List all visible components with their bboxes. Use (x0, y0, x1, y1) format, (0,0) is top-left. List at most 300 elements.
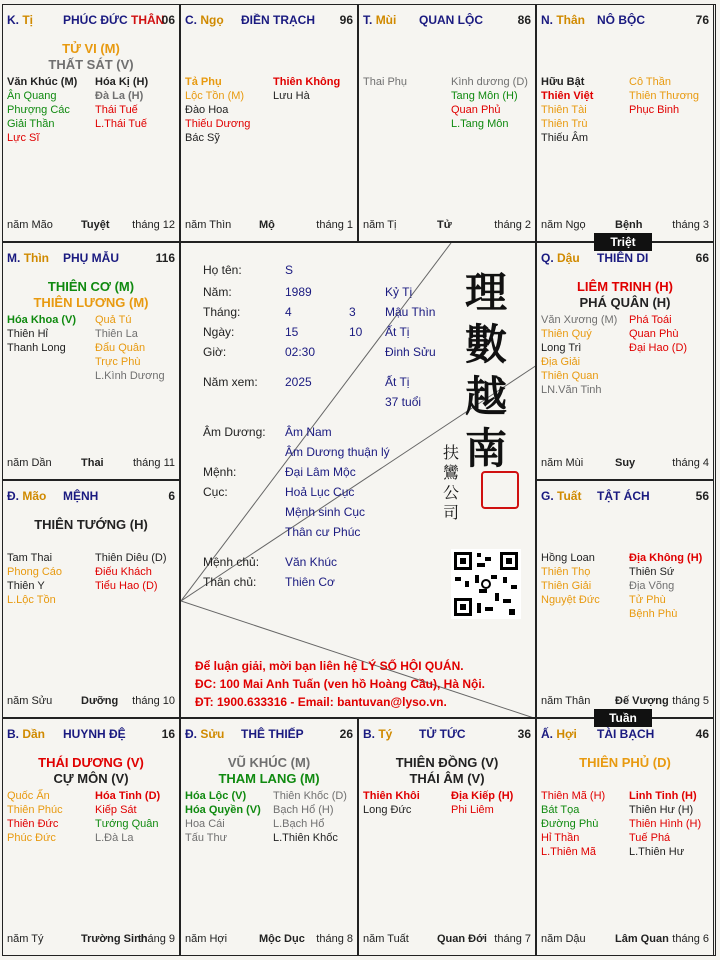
palace-can: Đ. (185, 727, 197, 741)
palace-year: năm Sửu (7, 695, 53, 707)
contact-phone-email[interactable]: ĐT: 1900.633316 - Email: bantuvan@lyso.vn. (195, 695, 447, 709)
hour-can: Đinh Sửu (385, 345, 436, 359)
palace-truong-sinh: Tử (437, 219, 452, 231)
palace-month: tháng 8 (316, 933, 353, 945)
star: Cô Thần (629, 76, 671, 88)
name-label: Họ tên: (203, 263, 242, 277)
thanchu-value: Thiên Cơ (285, 575, 335, 589)
palace-name: PHỤ MẪU (63, 251, 119, 265)
palace-number: 66 (695, 251, 709, 265)
palace-month: tháng 9 (138, 933, 175, 945)
palace-truong-sinh: Mộc Dục (259, 933, 305, 945)
main-star: THIÊN LƯƠNG (M) (33, 295, 149, 310)
palace-footer (541, 695, 709, 709)
left-stars (541, 551, 600, 607)
month-label: Tháng: (203, 305, 241, 319)
main-star: THIÊN CƠ (M) (47, 279, 135, 294)
palace-mui[interactable] (358, 4, 536, 242)
star: Hóa Tinh (D) (95, 790, 161, 802)
cuc-value: Hoả Lục Cục (285, 485, 355, 499)
palace-can: Ấ. (541, 727, 553, 741)
palace-name: THIÊN DI (597, 251, 649, 265)
left-stars (185, 789, 261, 845)
palace-truong-sinh: Tuyệt (81, 219, 110, 231)
left-stars (7, 789, 63, 845)
star: Tam Thai (7, 552, 53, 564)
star: Thiếu Âm (541, 132, 589, 144)
star: Tuế Phá (629, 832, 671, 844)
right-stars (95, 75, 148, 131)
palace-truong-sinh: Bệnh (615, 219, 643, 231)
right-stars (451, 789, 513, 817)
left-stars (541, 75, 593, 145)
day-can: Ất Tị (385, 325, 410, 339)
star: Đào Hoa (185, 104, 229, 116)
cuc-label: Cục: (203, 485, 228, 499)
hour-value: 02:30 (285, 345, 316, 359)
palace-can: B. (363, 727, 375, 741)
palace-name: MỆNH (63, 489, 99, 503)
palace-truong-sinh: Đế Vượng (615, 695, 669, 707)
star: Thiếu Dương (185, 118, 251, 130)
star: Quả Tú (95, 314, 132, 326)
palace-number: 26 (339, 727, 353, 741)
palace-header (7, 251, 175, 265)
star: Thiên Tài (541, 104, 587, 116)
palace-month: tháng 1 (316, 219, 353, 231)
palace-footer (541, 933, 709, 947)
palace-can: N. (541, 13, 553, 27)
star: Thiên Thương (629, 90, 700, 102)
star: Phá Toái (629, 314, 672, 326)
star: Văn Xương (M) (541, 314, 618, 326)
star: Ân Quang (7, 90, 57, 102)
calligraphy-char-2: 數 (465, 320, 508, 369)
star: Tử Phù (629, 594, 666, 606)
palace-dau[interactable] (536, 242, 714, 480)
palace-month: tháng 10 (132, 695, 175, 707)
menhchu-label: Mệnh chủ: (203, 555, 260, 569)
star: Đẩu Quân (95, 342, 146, 354)
star: L.Thái Tuế (95, 118, 147, 130)
palace-header (541, 13, 709, 27)
left-stars (7, 313, 76, 355)
star: LN.Văn Tinh (541, 384, 602, 396)
palace-footer (7, 695, 175, 709)
palace-number: 76 (695, 13, 709, 27)
calligraphy-char-4: 南 (465, 424, 508, 473)
palace-header (363, 13, 531, 27)
view-year-label: Năm xem: (203, 375, 258, 389)
palace-can: B. (7, 727, 19, 741)
palace-year: năm Tuất (363, 933, 409, 945)
palace-chi: Tuất (557, 489, 582, 503)
calligraphy-side (443, 443, 459, 523)
palace-number: 86 (517, 13, 531, 27)
star: Tướng Quân (95, 818, 159, 830)
star: Tấu Thư (185, 832, 228, 844)
palace-can: K. (7, 13, 19, 27)
star: L.Đà La (95, 832, 134, 844)
star: Phượng Các (7, 104, 70, 116)
star: Bệnh Phù (629, 608, 678, 620)
palace-name: NÔ BỘC (597, 13, 645, 27)
star: Hữu Bật (541, 76, 585, 88)
palace-header (541, 489, 709, 503)
star: Lực Sĩ (7, 132, 40, 144)
star: L.Bạch Hổ (273, 818, 325, 830)
palace-footer (185, 219, 353, 233)
palace-number: 56 (695, 489, 709, 503)
star: Văn Khúc (M) (7, 76, 78, 88)
right-stars (451, 75, 528, 131)
amduong-value: Âm Nam (285, 425, 332, 439)
palace-name: TÀI BẠCH (597, 727, 655, 741)
star: L.Kình Dương (95, 370, 165, 382)
palace-can: C. (185, 13, 197, 27)
right-stars (629, 551, 702, 621)
day-label: Ngày: (203, 325, 235, 339)
qr-code-icon[interactable] (451, 549, 521, 619)
star: Thiên Đức (7, 818, 59, 830)
palace-mao[interactable] (2, 480, 180, 718)
palace-than-marker: THÂN (131, 13, 165, 27)
calligraphy-side-3: 公 (443, 483, 460, 502)
star: L.Thiên Mã (541, 846, 597, 858)
main-star: THIÊN TƯỚNG (H) (34, 517, 148, 532)
star: Thiên Hỉ (7, 328, 48, 340)
star: Phong Cáo (7, 566, 63, 578)
star: Đại Hao (D) (629, 342, 688, 354)
cuc-value-3: Thân cư Phúc (285, 525, 361, 539)
palace-header (7, 13, 175, 27)
palace-month: tháng 3 (672, 219, 709, 231)
palace-month: tháng 11 (132, 457, 175, 469)
view-year-can: Ất Tị (385, 375, 410, 389)
amduong-label: Âm Dương: (203, 425, 266, 439)
palace-name: THÊ THIẾP (241, 727, 304, 741)
calligraphy (465, 267, 507, 475)
palace-name: ĐIỀN TRẠCH (241, 13, 315, 27)
palace-name: TỬ TỨC (419, 727, 466, 741)
star: Thiên Khốc (D) (273, 790, 347, 802)
star: Tả Phụ (185, 76, 222, 88)
contact-address: ĐC: 100 Mai Anh Tuấn (ven hồ Hoàng Cầu), Hà Nội. (195, 677, 486, 691)
palace-footer (363, 219, 531, 233)
star: Long Trì (541, 342, 582, 354)
star: Thiên Quý (541, 328, 592, 340)
left-stars (363, 75, 407, 89)
palace-chi: Dần (22, 727, 46, 741)
main-star: THÁI DƯƠNG (V) (38, 755, 144, 770)
day-lunar: 10 (349, 325, 363, 339)
left-stars (185, 75, 250, 145)
palace-footer (185, 933, 353, 947)
right-stars (95, 789, 160, 845)
palace-month: tháng 7 (494, 933, 531, 945)
palace-truong-sinh: Trường Sinh (81, 933, 148, 945)
star: Thiên Việt (541, 90, 594, 102)
star: Hồng Loan (541, 552, 595, 564)
menhchu-value: Văn Khúc (285, 555, 338, 569)
age-value: 37 tuổi (385, 395, 422, 409)
right-stars (629, 75, 699, 117)
star: Hóa Khoa (V) (7, 314, 77, 326)
star: Địa Không (H) (629, 552, 703, 564)
palace-footer (363, 933, 531, 947)
calligraphy-side-4: 司 (443, 503, 460, 522)
palace-chi: Mùi (375, 13, 397, 27)
palace-suu[interactable] (180, 718, 358, 956)
right-stars (629, 313, 687, 355)
palace-header (541, 727, 709, 741)
palace-header (541, 251, 709, 265)
palace-footer (7, 457, 175, 471)
star: L.Thiên Khốc (273, 832, 338, 844)
star: Long Đức (363, 804, 412, 816)
star: Địa Giải (541, 356, 581, 368)
palace-number: 6 (168, 489, 175, 503)
right-stars (95, 551, 167, 593)
star: Đường Phù (541, 818, 599, 830)
palace-can: T. (363, 13, 373, 27)
palace-year: năm Dậu (541, 933, 586, 945)
star: L.Thiên Hư (629, 846, 685, 858)
amduong-value-2: Âm Dương thuận lý (285, 445, 390, 459)
palace-chi: Dậu (557, 251, 580, 265)
palace-year: năm Tý (7, 933, 44, 945)
star: Thiên La (95, 328, 138, 340)
star: Quốc Ấn (7, 790, 50, 802)
star: Thiên Sứ (629, 566, 675, 578)
star: Quan Phủ (451, 104, 501, 116)
star: Linh Tinh (H) (629, 790, 697, 802)
palace-name: TẬT ÁCH (597, 489, 650, 503)
main-star: THẤT SÁT (V) (48, 57, 134, 72)
palace-can: Q. (541, 251, 554, 265)
palace-chi: Hợi (556, 727, 577, 741)
tuan-badge: Tuần (594, 709, 652, 727)
main-star: THAM LANG (M) (218, 771, 320, 786)
star: Hoa Cái (185, 818, 225, 830)
palace-header (7, 727, 175, 741)
palace-header (185, 13, 353, 27)
right-stars (629, 789, 701, 859)
right-stars (273, 75, 340, 103)
palace-header (7, 489, 175, 503)
calligraphy-side-1: 扶 (443, 443, 460, 462)
palace-truong-sinh: Lâm Quan (615, 933, 669, 945)
palace-chi: Thìn (23, 251, 50, 265)
contact-line-1: Để luận giải, mời bạn liên hệ LÝ SỐ HỘI QUÁN. (195, 659, 464, 673)
star: L.Lộc Tồn (7, 594, 56, 606)
month-lunar: 3 (349, 305, 356, 319)
main-star: VŨ KHÚC (M) (227, 755, 311, 770)
star: Phúc Đức (7, 832, 56, 844)
palace-can: Đ. (7, 489, 19, 503)
left-stars (7, 551, 62, 607)
star: Hỉ Thần (541, 832, 580, 844)
menh-label: Mệnh: (203, 465, 237, 479)
month-can: Mậu Thìn (385, 305, 436, 319)
palace-header (363, 727, 531, 741)
star: Hóa Kị (H) (95, 76, 149, 88)
view-year-value: 2025 (285, 375, 312, 389)
star: Hóa Quyền (V) (185, 804, 261, 816)
star: Giải Thần (7, 118, 55, 130)
triet-badge: Triệt (594, 233, 652, 251)
palace-month: tháng 4 (672, 457, 709, 469)
star: Địa Kiếp (H) (451, 790, 514, 802)
left-stars (541, 789, 605, 859)
star: Quan Phù (629, 328, 679, 340)
palace-ty[interactable] (358, 718, 536, 956)
star: Đà La (H) (95, 90, 144, 102)
main-star: THÁI ÂM (V) (409, 771, 485, 786)
palace-year: năm Thân (541, 695, 591, 707)
star: Lưu Hà (273, 90, 310, 102)
palace-year: năm Mão (7, 219, 53, 231)
palace-month: tháng 5 (672, 695, 709, 707)
star: Nguyệt Đức (541, 594, 600, 606)
star: Lộc Tồn (M) (185, 90, 245, 102)
palace-year: năm Mùi (541, 457, 584, 469)
menh-value: Đại Lâm Mộc (285, 465, 356, 479)
palace-number: 06 (161, 13, 175, 27)
palace-header (185, 727, 353, 741)
palace-footer (541, 219, 709, 233)
star: Thiên Y (7, 580, 45, 592)
palace-year: năm Ngọ (541, 219, 586, 231)
main-star: LIÊM TRINH (H) (576, 279, 674, 294)
star: Kình dương (D) (451, 76, 528, 88)
left-stars (541, 313, 617, 397)
star: Thiên Không (273, 76, 341, 88)
year-can: Kỷ Tị (385, 285, 413, 299)
palace-month: tháng 12 (132, 219, 175, 231)
right-stars (273, 789, 347, 845)
star: Hóa Lộc (V) (185, 790, 247, 802)
palace-chi: Mão (22, 489, 47, 503)
palace-footer (7, 933, 175, 947)
main-star: THIÊN PHỦ (D) (579, 755, 671, 770)
star: Thiên Mã (H) (541, 790, 606, 802)
palace-truong-sinh: Mộ (259, 219, 275, 231)
star: Bác Sỹ (185, 132, 220, 144)
palace-ngo[interactable] (180, 4, 358, 242)
palace-than[interactable] (536, 4, 714, 242)
palace-chi: Thân (556, 13, 586, 27)
palace-thin[interactable] (2, 242, 180, 480)
left-stars (363, 789, 420, 817)
star: Thai Phụ (363, 76, 408, 88)
star: Phi Liêm (451, 804, 494, 816)
palace-chi: Tý (378, 727, 393, 741)
left-stars (7, 75, 77, 145)
right-stars (95, 313, 165, 383)
palace-year: năm Dần (7, 457, 52, 469)
year-value: 1989 (285, 285, 312, 299)
star: Thiên Khôi (363, 790, 420, 802)
seal-stamp (481, 471, 519, 509)
star: Thiên Giải (541, 580, 592, 592)
main-star: PHÁ QUÂN (H) (579, 295, 671, 310)
year-label: Năm: (203, 285, 232, 299)
star: Phục Binh (629, 104, 680, 116)
star: Thanh Long (7, 342, 66, 354)
calligraphy-char-1: 理 (465, 268, 508, 317)
star: Bạch Hổ (H) (273, 804, 334, 816)
palace-can: G. (541, 489, 554, 503)
palace-name: QUAN LỘC (419, 13, 483, 27)
calligraphy-char-3: 越 (465, 372, 508, 421)
calligraphy-side-2: 鸞 (443, 463, 460, 482)
main-star: CỰ MÔN (V) (53, 771, 129, 786)
palace-year: năm Hợi (185, 933, 228, 945)
palace-truong-sinh: Dưỡng (81, 695, 119, 707)
cuc-value-2: Mệnh sinh Cục (285, 505, 366, 519)
palace-month: tháng 2 (494, 219, 531, 231)
palace-hoi[interactable] (536, 718, 714, 956)
palace-chi: Sửu (200, 727, 225, 741)
hour-label: Giờ: (203, 345, 227, 359)
palace-chi: Ngọ (200, 13, 224, 27)
star: Tiểu Hao (D) (95, 580, 158, 592)
palace-number: 96 (339, 13, 353, 27)
star: Thiên Phúc (7, 804, 63, 816)
star: Điếu Khách (95, 566, 152, 578)
palace-chi: Tị (22, 13, 34, 27)
main-star: THIÊN ĐỒNG (V) (395, 755, 499, 770)
palace-tuat[interactable] (536, 480, 714, 718)
star: Kiếp Sát (95, 804, 137, 816)
palace-truong-sinh: Suy (615, 457, 636, 469)
star: Thiên Hình (H) (629, 818, 702, 830)
palace-truong-sinh: Thai (81, 457, 104, 469)
star: Thiên Diêu (D) (95, 552, 167, 564)
main-star: TỬ VI (M) (62, 41, 120, 56)
star: L.Tang Môn (451, 118, 509, 130)
palace-number: 36 (517, 727, 531, 741)
palace-year: năm Thìn (185, 219, 232, 231)
palace-number: 116 (155, 251, 175, 265)
star: Bát Tọa (541, 804, 580, 816)
palace-name: PHÚC ĐỨC (63, 13, 128, 27)
thanchu-label: Thân chủ: (203, 575, 257, 589)
palace-can: M. (7, 251, 21, 265)
star: Tang Môn (H) (451, 90, 518, 102)
palace-year: năm Tị (363, 219, 397, 231)
palace-dan[interactable] (2, 718, 180, 956)
star: Thiên Trù (541, 118, 588, 130)
palace-footer (541, 457, 709, 471)
palace-ti[interactable] (2, 4, 180, 242)
center-info-panel (180, 242, 536, 718)
palace-name: HUYNH ĐỆ (63, 727, 126, 741)
star: Trực Phù (95, 356, 141, 368)
star: Thiên Quan (541, 370, 599, 382)
palace-truong-sinh: Quan Đới (437, 933, 487, 945)
day-solar: 15 (285, 325, 299, 339)
name-value: S (285, 263, 294, 277)
star: Thiên Hư (H) (629, 804, 694, 816)
month-solar: 4 (285, 305, 292, 319)
palace-number: 16 (161, 727, 175, 741)
star: Địa Võng (629, 580, 675, 592)
palace-number: 46 (695, 727, 709, 741)
star: Thái Tuế (95, 104, 138, 116)
palace-month: tháng 6 (672, 933, 709, 945)
